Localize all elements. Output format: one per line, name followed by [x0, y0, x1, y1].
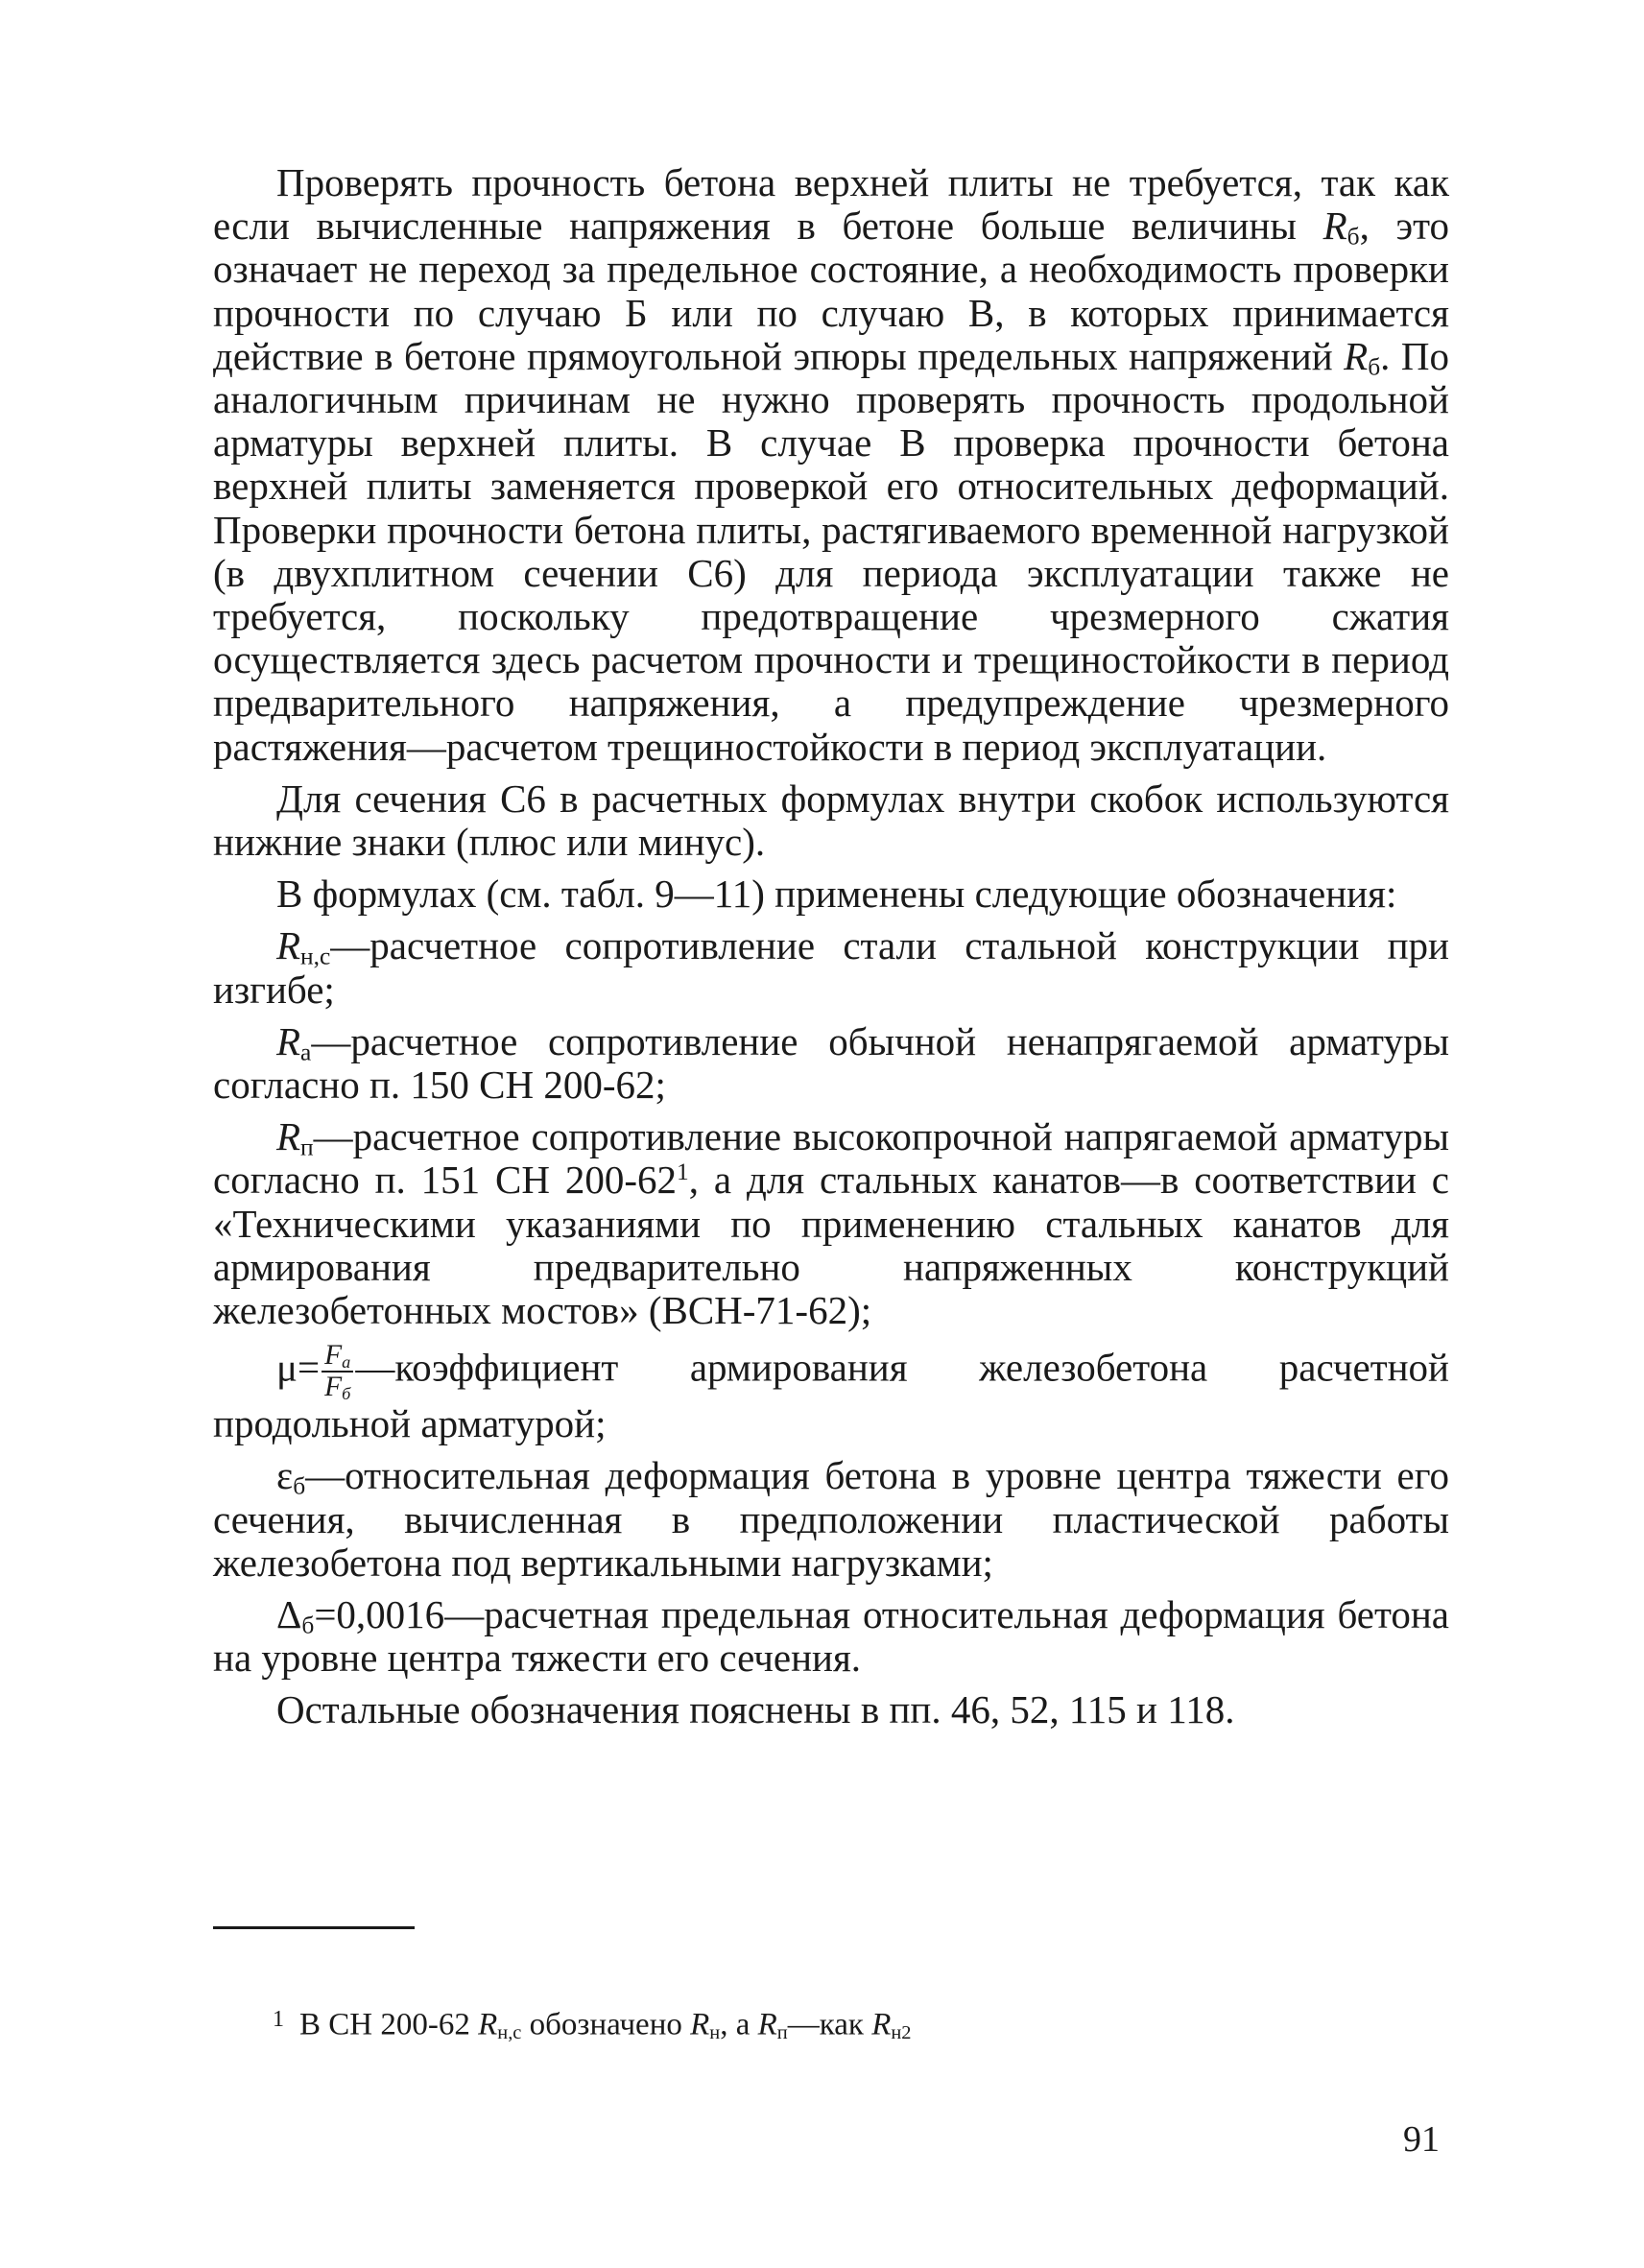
- definition-delta: $\Delta_б=0,0016—расчетная$ предельная относительная деформация бетона на уровне центра тяжести его сечения.: [213, 1592, 1449, 1681]
- paragraph-other-notation: Остальные обозначения пояснены в пп. 46, 52, 115 и 118.: [276, 1687, 1235, 1732]
- paragraph-section-c6: Для сечения С6 в расчетных формулах внутри скобок используются нижние знаки (плюс или минус).: [213, 776, 1449, 865]
- footnote: $^1$ В СН 200-62 $R_{н,с}$ обозначено $R_н$, а $R_п—как$ $R_{н2}$: [273, 2007, 912, 2043]
- paragraph-notation-intro: В формулах (см. табл. 9—11) применены следующие обозначения:: [276, 871, 1397, 917]
- paragraph-strength-check: Проверять прочность бетона верхней плиты не требуется, так как если вычисленные напряжения в бетоне больше величины $R_б$, это означает не переход за предельное состояние, а необходимость проверки прочности по случаю Б или по случаю В, в которых принимается действие в бетоне прямоугольной эпюры предельных напряжений $R_б$. По аналогичным причинам не нужно проверять прочность продольной арматуры верхней плиты. В случае В проверка прочности бетона верхней плиты заменяется проверкой его относительных деформаций. Проверки прочности бетона плиты, растягиваемого временной нагрузкой (в двухплитном сечении С6) для периода эксплуатации также не требуется, поскольку предотвращение чрезмерного сжатия осуществляется здесь расчетом прочности и трещиностойкости в период предварительного напряжения, а предупреждение чрезмерного растяжения—расчетом трещиностойкости в период эксплуатации.: [213, 160, 1449, 769]
- definition-epsilon: $\varepsilon_б—относительная$ деформация бетона в уровне центра тяжести его сечения, вычисленная в предположении пластической работы железобетона под вертикальными нагрузками;: [213, 1453, 1449, 1585]
- definition-rnc: $R_{н,с}—расчетное$ сопротивление стали стальной конструкции при изгибе;: [213, 923, 1449, 1012]
- definition-mu: μ= $\frac{F_а}{F_б}$ —коэффициент армирования железобетона расчетной продольной арматурой;: [213, 1340, 1449, 1446]
- definition-ra: $R_а—расчетное$ сопротивление обычной ненапрягаемой арматуры согласно п. 150 СН 200-62;: [213, 1018, 1449, 1108]
- page-number: 91: [1403, 2119, 1440, 2160]
- definition-rp: $R_п—расчетное$ сопротивление высокопрочной напрягаемой арматуры согласно п. 151 СН $200-62^1$, а для стальных канатов—в соответствии с «Техническими указаниями по применению стальных канатов для армирования предварительно напряженных конструкций железобетонных мостов» (ВСН-71-62);: [213, 1114, 1449, 1333]
- footnote-divider: [213, 1926, 415, 1929]
- body-text: [213, 161, 1449, 1741]
- fraction-fa-fb: $\frac{F_а}{F_б}$: [322, 1341, 353, 1402]
- footnote-reference: 1: [677, 1158, 689, 1186]
